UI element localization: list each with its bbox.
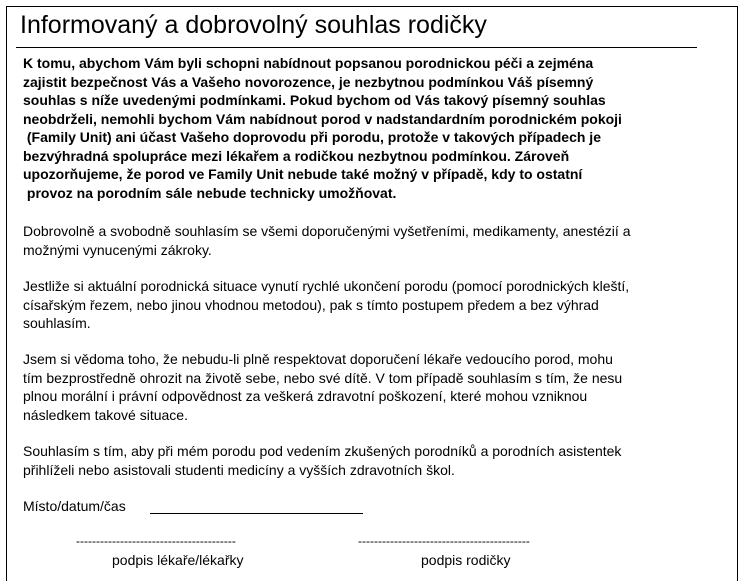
intro-line: (Family Unit) ani účast Vašeho doprovodu při porodu, protože v takových případech je xyxy=(23,129,601,145)
intro-line: upozorňujeme, že porod ve Family Unit nebude také možný v případě, kdy to ostatní xyxy=(23,166,583,182)
document-title: Informovaný a dobrovolný souhlas rodičky xyxy=(20,11,487,39)
signature-doctor-label: podpis lékaře/lékařky xyxy=(112,552,244,568)
title-underline xyxy=(16,47,697,48)
intro-line: K tomu, abychom Vám byli schopni nabídnout popsanou porodnickou péči a zejména xyxy=(23,55,594,71)
intro-paragraph xyxy=(23,54,729,202)
signature-mother-label: podpis rodičky xyxy=(421,552,511,568)
place-date-field[interactable] xyxy=(150,513,363,514)
paragraph-line: císařským řezem, nebo jinou vhodnou metodou), pak s tímto postupem předem a bez výhrad xyxy=(23,296,599,313)
paragraph-line: možnými vynucenými zákroky. xyxy=(23,241,212,258)
intro-line: provoz na porodním sále nebude technicky umožňovat. xyxy=(23,184,397,201)
consent-paragraph-responsibility xyxy=(23,350,729,424)
paragraph-line: plnou morální i právní odpovědnost za veškerá zdravotní poškození, které mohou vzniknou xyxy=(23,388,588,404)
signature-line-mother[interactable]: ------------------------------------------- xyxy=(358,534,530,548)
intro-line: neobdrželi, nemohli bychom Vám nabídnout porod v nadstandardním porodnickém pokoji xyxy=(23,110,622,127)
intro-line: zajistit bezpečnost Vás a Vašeho novorozence, je nezbytnou podmínkou Váš písemný xyxy=(23,73,594,90)
paragraph-line: Jestliže si aktuální porodnická situace vynutí rychlé ukončení porodu (pomocí porodnických kleští, xyxy=(23,278,630,294)
intro-line: bezvýhradná spolupráce mezi lékařem a rodičkou nezbytnou podmínkou. Zároveň xyxy=(23,147,570,164)
paragraph-line: přihlíželi nebo asistovali studenti medicíny a vyšších zdravotních škol. xyxy=(23,461,455,478)
consent-paragraph-delivery xyxy=(23,277,729,333)
consent-paragraph-students xyxy=(23,442,729,479)
place-date-label: Místo/datum/čas xyxy=(23,498,126,514)
paragraph-line: Jsem si vědoma toho, že nebudu-li plně respektovat doporučení lékaře vedoucího porod, mohu xyxy=(23,351,613,367)
signature-line-doctor[interactable]: ---------------------------------------- xyxy=(76,534,236,548)
paragraph-line: Dobrovolně a svobodně souhlasím se všemi doporučenými vyšetřeními, medikamenty, anestézií a xyxy=(23,223,631,239)
paragraph-line: tím bezprostředně ohrozit na životě sebe, nebo své dítě. V tom případě souhlasím s tím, že nesu xyxy=(23,369,623,386)
paragraph-line: následkem takové situace. xyxy=(23,406,188,423)
consent-paragraph-examinations xyxy=(23,222,729,259)
paragraph-line: souhlasím. xyxy=(23,315,91,331)
paragraph-line: Souhlasím s tím, aby při mém porodu pod vedením zkušených porodníků a porodních asistentek xyxy=(23,443,622,459)
intro-line: souhlas s níže uvedenými podmínkami. Pokud bychom od Vás takový písemný souhlas xyxy=(23,92,606,108)
